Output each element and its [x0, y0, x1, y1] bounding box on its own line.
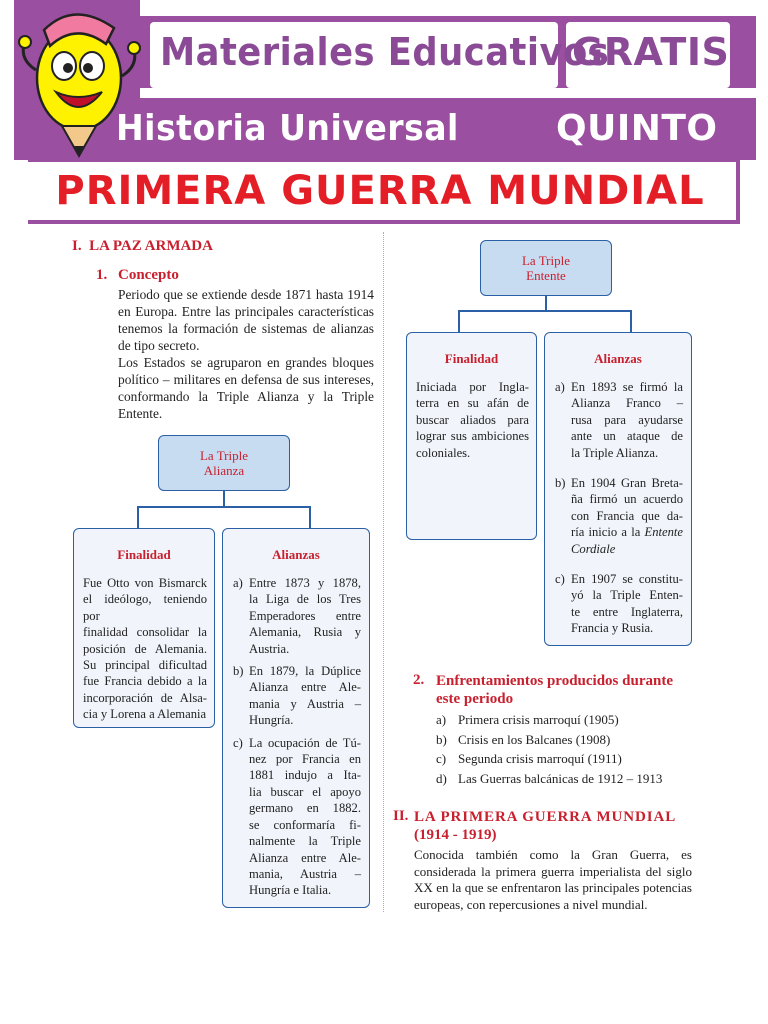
- connector-line: [309, 506, 311, 528]
- text-line: Francia y Rusia.: [571, 621, 654, 636]
- item-label: c): [436, 751, 447, 766]
- grade-label: QUINTO: [556, 108, 718, 149]
- item-text: [249, 735, 361, 899]
- column-divider: [383, 232, 384, 912]
- text-line: la Triple Alianza.: [571, 445, 659, 460]
- item-label: c): [555, 572, 565, 587]
- item-label: b): [233, 664, 244, 679]
- box-heading: Finalidad: [117, 547, 171, 562]
- text-line: En 1893 se firmó la: [571, 380, 683, 394]
- text-line: lograr sus ambiciones: [416, 429, 529, 444]
- connector-line: [545, 296, 547, 311]
- box-heading: Alianzas: [594, 351, 642, 366]
- text-line: nez por Francia en: [249, 752, 361, 767]
- finalidad-text: [407, 367, 536, 461]
- finalidad-box: [73, 528, 215, 728]
- subject-label: Historia Universal: [116, 108, 459, 149]
- text-line: se conformaría fi-: [249, 817, 361, 832]
- text-line: incorporación de Alsa-: [83, 690, 207, 705]
- triple-alianza-box: [158, 435, 290, 491]
- item-text: [249, 575, 361, 657]
- text-line: La ocupación de Tú-: [249, 735, 361, 750]
- text-line: 1881 indujo a Ita-: [249, 768, 361, 783]
- item-text: Segunda crisis marroquí (1911): [458, 751, 622, 766]
- box-title-line: La Triple: [521, 253, 571, 268]
- text-line: el ideólogo, teniendo por: [83, 592, 207, 623]
- text-line: yó la Triple Enten-: [571, 588, 683, 603]
- conflicts-list: [436, 710, 696, 788]
- box-title-line: La Triple: [199, 448, 249, 463]
- text-line: En 1879, la Dúplice: [249, 664, 361, 679]
- text-line: ría inicio a la Entente: [571, 525, 683, 540]
- list-item: [436, 710, 696, 730]
- alianzas-box: [222, 528, 370, 908]
- item-label: a): [436, 712, 447, 727]
- text-line: coloniales.: [416, 445, 471, 460]
- concept-text: [118, 286, 374, 422]
- subsection-heading: [436, 672, 673, 708]
- header-stripe: [140, 0, 756, 16]
- text-line: germano en 1882.: [249, 801, 361, 816]
- connector-line: [458, 310, 460, 332]
- list-item: [555, 379, 683, 461]
- text-line: Fue Otto von Bismarck: [83, 576, 207, 590]
- item-label: b): [555, 476, 566, 491]
- subsection-number: 2.: [413, 672, 425, 688]
- text-line: la Liga de los Tres: [249, 592, 361, 607]
- text-line: rusa para ayudarse: [571, 412, 683, 427]
- page-title: PRIMERA GUERRA MUNDIAL: [55, 168, 705, 214]
- box-heading: Finalidad: [444, 351, 499, 366]
- finalidad-box: [406, 332, 537, 540]
- item-label: d): [436, 770, 447, 786]
- connector-line: [137, 506, 139, 528]
- connector-line: [137, 506, 310, 508]
- list-item: [555, 571, 683, 637]
- box-title-line: Alianza: [203, 463, 245, 478]
- section-heading: [414, 808, 676, 844]
- item-text: Crisis en los Balcanes (1908): [458, 731, 611, 747]
- connector-line: [630, 310, 632, 332]
- box-heading: Alianzas: [272, 547, 320, 562]
- text-line: buscar aliados para: [416, 412, 529, 427]
- item-text: [571, 379, 683, 461]
- list-item: [233, 663, 361, 729]
- triple-entente-box: [480, 240, 612, 296]
- box-title-line: Entente: [526, 268, 566, 283]
- concept-number: 1.: [96, 267, 108, 283]
- gratis-label: GRATIS: [572, 30, 730, 74]
- list-item: [436, 730, 696, 750]
- text-line: Alianza entre Ale-: [249, 850, 361, 865]
- text-line: lia buscar el apoyo: [249, 784, 361, 799]
- text-line: te entre Inglaterra,: [571, 604, 683, 619]
- list-item: [436, 769, 696, 789]
- list-item: [233, 575, 361, 657]
- text-line: Cordiale: [571, 541, 616, 556]
- text-line: cia y Lorena a Alemania: [83, 707, 207, 722]
- text-line: mania, Austria –: [249, 866, 361, 881]
- text-line: Alianza Franco –: [571, 396, 683, 411]
- heading-line: LA PRIMERA GUERRA MUNDIAL: [414, 809, 677, 825]
- brand-title: Materiales Educativos: [160, 30, 610, 74]
- text-line: finalidad consolidar la: [83, 625, 207, 640]
- connector-line: [458, 310, 631, 312]
- item-label: c): [233, 735, 243, 750]
- text-line: Su principal dificultad: [83, 658, 207, 673]
- item-text: [571, 571, 683, 637]
- alianzas-box: [544, 332, 692, 646]
- section-heading: I. LA PAZ ARMADA: [72, 238, 213, 254]
- heading-line: (1914 - 1919): [414, 827, 497, 843]
- finalidad-text: [74, 563, 214, 723]
- concept-heading: Concepto: [118, 267, 179, 283]
- item-label: a): [233, 576, 243, 590]
- text-line: nalmente la Triple: [249, 834, 361, 849]
- pencil-mascot-icon: [14, 0, 144, 160]
- heading-line: este periodo: [436, 691, 514, 707]
- alianzas-list: [223, 563, 369, 899]
- text-line: terra en su afán de: [416, 396, 529, 411]
- concept-paragraph: Los Estados se agruparon en grandes bloques político – militares en defensa de sus intereses, conformando la Triple Alianza y la Triple Entente.: [118, 355, 374, 421]
- list-item: [436, 749, 696, 769]
- text-line: Alemania, Rusia y: [249, 625, 361, 640]
- text-line: ante un ataque de: [571, 429, 683, 444]
- item-text: [571, 475, 683, 557]
- text-line: Austria.: [249, 641, 290, 656]
- text-line: Entre 1873 y 1878,: [249, 576, 361, 590]
- text-line: En 1904 Gran Breta-: [571, 476, 683, 491]
- section-paragraph: Conocida también como la Gran Guerra, es considerada la primera guerra imperialista del siglo XX en la que se enfrentaron las principales potencias europeas, con repercusiones a nivel mundial.: [414, 847, 692, 912]
- heading-line: Enfrentamientos producidos durante: [436, 673, 673, 689]
- list-item: [233, 735, 361, 899]
- text-line: con Francia que da-: [571, 508, 683, 523]
- item-text: [249, 663, 361, 729]
- text-line: Hungría e Italia.: [249, 883, 332, 898]
- item-text: Las Guerras balcánicas de 1912 – 1913: [458, 770, 663, 786]
- text-line: Hungría.: [249, 713, 294, 728]
- text-line: fue Francia debido a la: [83, 674, 207, 689]
- list-item: [555, 475, 683, 557]
- connector-line: [223, 491, 225, 507]
- text-line: Emperadores entre: [249, 608, 361, 623]
- item-label: a): [555, 380, 565, 394]
- item-label: b): [436, 731, 447, 747]
- text-line: Alianza entre Ale-: [249, 680, 361, 695]
- text-line: En 1907 se constitu-: [571, 572, 683, 587]
- concept-paragraph: Periodo que se extiende desde 1871 hasta 1914 en Europa. Entre las principales características tenemos la formación de sistemas de alianzas de tipo secreto.: [118, 287, 374, 353]
- text-line: posición de Alemania.: [83, 641, 207, 656]
- section-number: II.: [393, 808, 409, 824]
- item-text: Primera crisis marroquí (1905): [458, 712, 619, 727]
- text-line: Iniciada por Ingla-: [416, 380, 529, 394]
- text-line: ña firmó un acuerdo: [571, 492, 683, 507]
- header-stripe: [140, 88, 756, 98]
- text-line: mania y Austria –: [249, 696, 361, 711]
- alianzas-list: [545, 367, 691, 637]
- title-box: [28, 158, 740, 224]
